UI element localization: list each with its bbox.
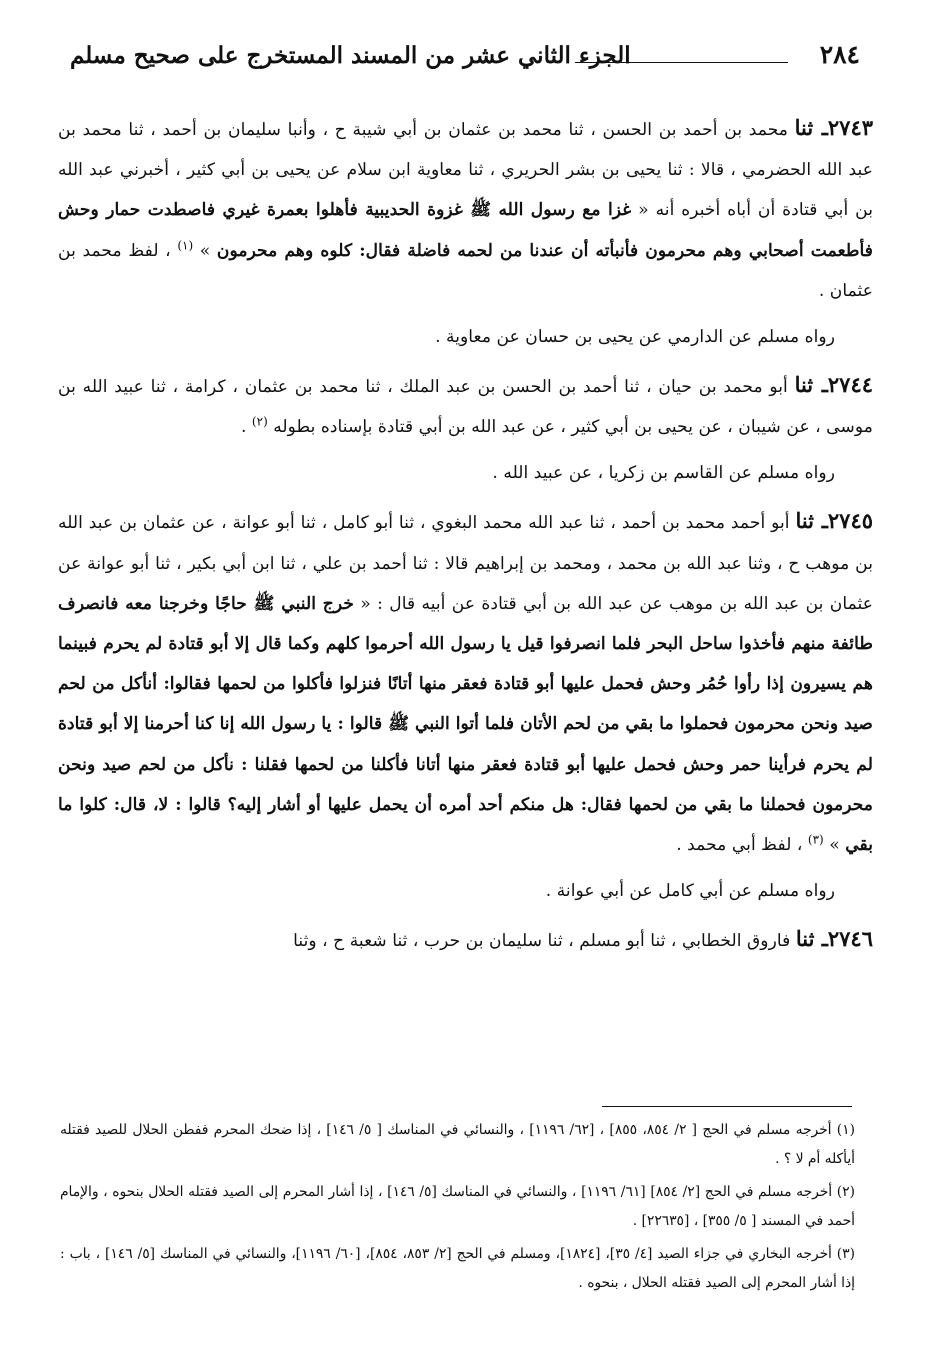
footnote-ref: (٣) — [807, 832, 824, 847]
hadith-number: ٢٧٤٤ـ ثنا — [794, 372, 874, 398]
hadith-matn: خرج النبي ﷺ حاجًا وخرجنا معه فانصرف طائفة منهم فأخذوا ساحل البحر فلما انصرفوا قيل يا رسول الله أحرموا كلهم وكما قال إلا أبو قتادة لم يحرم فبينما هم يسيرون إذا رأوا حُمُر وحش فحمل عليها أبو قتادة فعقر منها أتانًا فنزلوا فأكلوا من لحمها فقالوا: أنأكل من لحم صيد ونحن محرمون فحملوا ما بقي من لحم الأتان فلما أتوا النبي ﷺ قالوا : يا رسول الله إنا كنا أحرمنا إلا أبو قتادة لم يحرم فرأينا حمر وحش فحمل عليها أبو قتادة فعقر منها أتانا فأكلنا من لحمها فقلنا : نأكل من لحم صيد ونحن محرمون فحملنا ما بقي من لحمها فقال: هل منكم أحد أمره أن يحمل عليها أو أشار إليه؟ قالوا : لا، قال: كلوا ما بقي — [58, 593, 873, 856]
hadith-number: ٢٧٤٦ـ ثنا — [795, 926, 873, 952]
footnotes — [60, 1116, 855, 1302]
hadith-isnad: فاروق الخطابي ، ثنا أبو مسلم ، ثنا سليمان بن حرب ، ثنا شعبة ح ، وثنا — [293, 931, 796, 952]
hadith-matn: غزا مع رسول الله ﷺ غزوة الحديبية فأهلوا بعمرة غيري فاصطدت حمار وحش فأطعمت أصحابي وهم محرمون فأنبأته أن عندنا من لحمه فاضلة فقال: كلوه وهم محرمون — [58, 200, 873, 261]
hadith-tail: ، لفظ محمد بن عثمان . — [58, 240, 873, 301]
riwaya-line: رواه مسلم عن القاسم بن زكريا ، عن عبيد الله . — [492, 463, 835, 484]
riwaya-line: رواه مسلم عن أبي كامل عن أبي عوانة . — [545, 881, 835, 902]
hadith-tail: ، لفظ أبي محمد . — [676, 835, 808, 856]
hadith-tail: . — [240, 417, 252, 438]
footnote-ref: (١) — [177, 237, 194, 252]
footnote: (١) أخرجه مسلم في الحج [ ٢/ ٨٥٤، ٨٥٥] ، [٦٢/ ١١٩٦] ، والنسائي في المناسك [ ٥/ ١٤٦] ، إذا ضحك المحرم ففطن الحلال للصيد فقتله أيأكله أم لا ؟ . — [60, 1122, 855, 1167]
hadith-isnad: أبو أحمد محمد بن أحمد ، ثنا عبد الله محمد البغوي ، ثنا أبو كامل ، ثنا أبو عوانة ، عن عثمان بن عبد الله بن موهب ح ، وثنا عبد الله بن محمد ، ومحمد بن إبراهيم قالا : ثنا أحمد بن علي ، ثنا ابن أبي بكير ، ثنا أبو عوانة عن عثمان بن عبد الله بن موهب عن عبد الله بن أبي قتادة عن أبيه قال : « — [58, 513, 873, 614]
hadith-2743: ٢٧٤٣ـ ثنا محمد بن أحمد بن الحسن ، ثنا محمد بن عثمان بن أبي شيبة ح ، وأنبا سليمان بن أحمد ، ثنا محمد بن عبد الله الحضرمي ، قالا : ثنا يحيى بن بشر الحريري ، ثنا معاوية ابن سلام عن يحيى بن أبي كثير ، أخبرني عبد الله بن أبي قتادة أن أباه أخبره أنه « غزا مع رسول الله ﷺ غزوة الحديبية فأهلوا بعمرة غيري فاصطدت حمار وحش فأطعمت أصحابي وهم محرمون فأنبأته أن عندنا من لحمه فاضلة فقال: كلوه وهم محرمون » $^{(١)}$ ، لفظ محمد بن عثمان . — [58, 115, 874, 301]
running-title: الجزء الثاني عشر من المسند المستخرج على صحيح مسلم — [70, 42, 631, 69]
footnote: (٣) أخرجه البخاري في جزاء الصيد [٤/ ٣٥]، [١٨٢٤]، ومسلم في الحج [٢/ ٨٥٣، ٨٥٤]، [٦٠/ ١١٩٦]، والنسائي في المناسك [٥/ ١٤٦] ، باب : إذا أشار المحرم إلى الصيد فقتله الحلال ، بنحوه . — [60, 1246, 855, 1291]
footnote: (٢) أخرجه مسلم في الحج [٢/ ٨٥٤] [٦١/ ١١٩٦] ، والنسائي في المناسك [٥/ ١٤٦] ، إذا أشار المحرم إلى الصيد فقتله الحلال بنحوه ، والإمام أحمد في المسند [ ٥/ ٣٥٥] ، [٢٢٦٣٥] . — [60, 1184, 855, 1229]
hadith-number: ٢٧٤٣ـ ثنا — [794, 115, 874, 140]
hadith-number: ٢٧٤٥ـ ثنا — [795, 508, 874, 534]
hadith-2745: ٢٧٤٥ـ ثنا أبو أحمد محمد بن أحمد ، ثنا عبد الله محمد البغوي ، ثنا أبو كامل ، ثنا أبو عوانة ، عن عثمان بن عبد الله بن موهب ح ، وثنا عبد الله بن محمد ، ومحمد بن إبراهيم قالا : ثنا أحمد بن علي ، ثنا ابن أبي بكير ، ثنا أبو عوانة عن عثمان بن عبد الله بن موهب عن عبد الله بن أبي قتادة عن أبيه قال : « خرج النبي ﷺ حاجًا وخرجنا معه فانصرف طائفة منهم فأخذوا ساحل البحر فلما انصرفوا قيل يا رسول الله أحرموا كلهم وكما قال إلا أبو قتادة لم يحرم فبينما هم يسيرون إذا رأوا حُمُر وحش فحمل عليها أبو قتادة فعقر منها أتانًا فنزلوا فأكلوا من لحمها فقالوا: أنأكل من لحم صيد ونحن محرمون فحملوا ما بقي من لحم الأتان فلما أتوا النبي ﷺ قالوا : يا رسول الله إنا كنا أحرمنا إلا أبو قتادة لم يحرم فرأينا حمر وحش فحمل عليها أبو قتادة فعقر منها أتانا فأكلنا من لحمها فقلنا : نأكل من لحم صيد ونحن محرمون فحملنا ما بقي من لحمها فقال: هل منكم أحد أمره أن يحمل عليها أو أشار إليه؟ قالوا : لا، قال: كلوا ما بقي » $^{(٣)}$ ، لفظ أبي محمد . — [58, 508, 874, 856]
page-body — [58, 108, 873, 961]
hadith-isnad: أبو محمد بن حيان ، ثنا أحمد بن الحسن بن عبد الملك ، ثنا محمد بن عثمان ، كرامة ، ثنا عبيد الله بن موسى ، عن شيبان ، عن يحيى بن أبي كثير ، عن عبد الله بن أبي قتادة بإسناده بطوله — [58, 377, 873, 438]
footnote-separator — [602, 1106, 852, 1107]
riwaya-line: رواه مسلم عن الدارمي عن يحيى بن حسان عن معاوية . — [435, 327, 835, 348]
footnote-ref: (٢) — [251, 414, 268, 429]
page-number: ٢٨٤ — [819, 40, 860, 69]
hadith-2744 — [58, 365, 873, 447]
page-header — [70, 38, 860, 88]
hadith-2746 — [58, 919, 873, 961]
hadith-isnad: محمد بن أحمد بن الحسن ، ثنا محمد بن عثمان بن أبي شيبة ح ، وأنبا سليمان بن أحمد ، ثنا محمد بن عبد الله الحضرمي ، قالا : ثنا يحيى بن بشر الحريري ، ثنا معاوية ابن سلام عن يحيى بن أبي كثير ، أخبرني عبد الله بن أبي قتادة أن أباه أخبره أنه « — [58, 120, 873, 221]
